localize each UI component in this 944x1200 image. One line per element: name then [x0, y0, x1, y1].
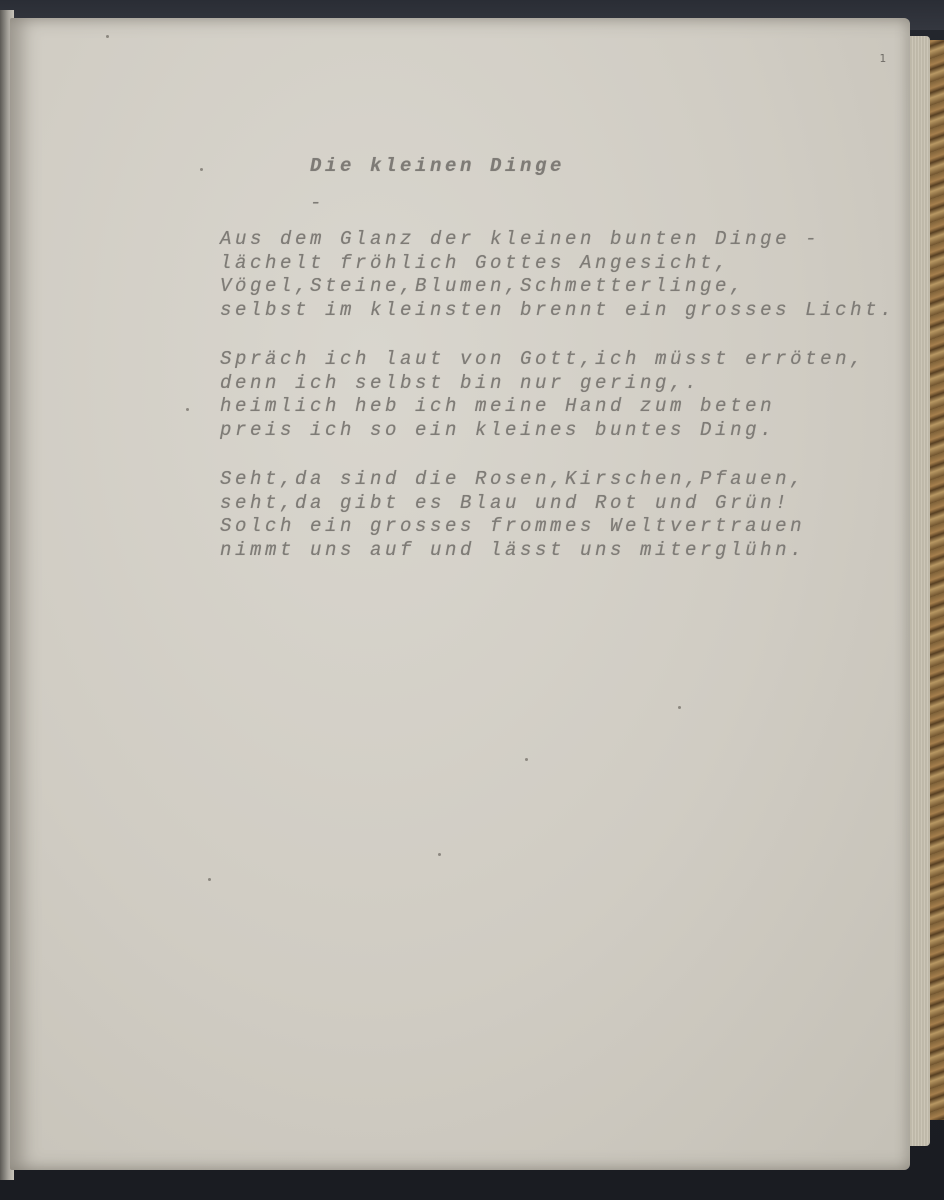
poem-line: selbst im kleinsten brennt ein grosses Licht. [220, 298, 896, 321]
poem-line: seht,da gibt es Blau und Rot und Grün! [220, 491, 791, 514]
paper-speck [678, 706, 681, 709]
poem-line: Seht,da sind die Rosen,Kirschen,Pfauen, [220, 468, 806, 490]
poem-line: Aus dem Glanz der kleinen bunten Dinge - [220, 228, 821, 250]
paper-speck [525, 758, 528, 761]
poem-line: Vögel,Steine,Blumen,Schmetterlinge, [220, 275, 746, 297]
page-number: 1 [879, 52, 886, 65]
poem-line: Solch ein grosses frommes Weltvertrauen [220, 515, 806, 537]
poem-title: Die kleinen Dinge [310, 155, 566, 177]
stanza-1 [220, 228, 895, 322]
paper-speck [208, 878, 211, 881]
paper-speck [200, 168, 203, 171]
title-dash: - [310, 192, 326, 214]
typewritten-page [10, 18, 910, 1170]
paper-speck [106, 35, 109, 38]
poem-line: preis ich so ein kleines buntes Ding. [220, 418, 776, 441]
poem-line: heimlich heb ich meine Hand zum beten [220, 395, 776, 417]
poem-line: Spräch ich laut von Gott,ich müsst erröten, [220, 348, 866, 370]
stanza-3 [220, 468, 805, 562]
poem-line: denn ich selbst bin nur gering,. [220, 371, 701, 394]
paper-speck [186, 408, 189, 411]
paper-speck [438, 853, 441, 856]
poem-line: nimmt uns auf und lässt uns miterglühn. [220, 538, 806, 561]
stanza-2 [220, 348, 865, 442]
poem-line: lächelt fröhlich Gottes Angesicht, [220, 251, 731, 274]
